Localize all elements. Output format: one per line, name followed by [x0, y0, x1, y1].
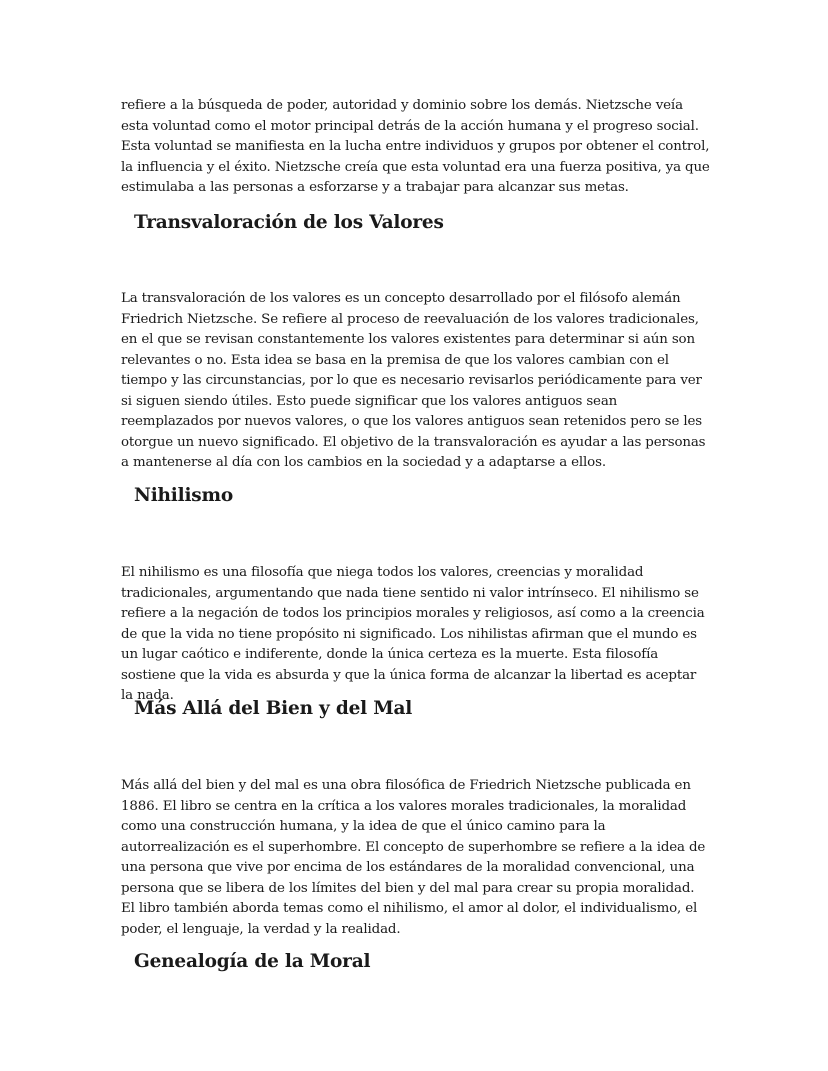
paragraph-mas-alla: Más allá del bien y del mal es una obra filosófica de Friedrich Nietzsche publicada en 1886. El libro se centra en la crítica a los valores morales tradicionales, la moralidad como una construcción humana, y la idea de que el único camino para la autorrealización es el superhombre. El concepto de superhombre se refiere a la idea de una persona que vive por encima de los estándares de la moralidad convencional, una persona que se libera de los límites del bien y del mal para crear su propia moralidad. El libro también aborda temas como el nihilismo, el amor al dolor, el individualismo, el poder, el lenguaje, la verdad y la realidad.	[121, 778, 706, 937]
paragraph-transvaloracion: La transvaloración de los valores es un concepto desarrollado por el filósofo alemán Friedrich Nietzsche. Se refiere al proceso de reevaluación de los valores tradicionales, en el que se revisan constantemente los valores existentes para determinar si aún son relevantes o no. Esta idea se basa en la premisa de que los valores cambian con el tiempo y las circunstancias, por lo que es necesario revisarlos periódicamente para ver si siguen siendo útiles. Esto puede significar que los valores antiguos sean reemplazados por nuevos valores, o que los valores antiguos sean retenidos pero se les otorgue un nuevo significado. El objetivo de la transvaloración es ayudar a las personas a mantenerse al día con los cambios en la sociedad y a adaptarse a ellos.	[121, 291, 706, 470]
paragraph-nihilismo: El nihilismo es una filosofía que niega todos los valores, creencias y moralidad tradicionales, argumentando que nada tiene sentido ni valor intrínseco. El nihilismo se refiere a la negación de todos los principios morales y religiosos, así como a la creencia de que la vida no tiene propósito ni significado. Los nihilistas afirman que el mundo es un lugar caótico e indiferente, donde la única certeza es la muerte. Esta filosofía sostiene que la vida es absurda y que la única forma de alcanzar la libertad es aceptar la nada.	[121, 565, 705, 703]
heading-transvaloracion: Transvaloración de los Valores	[134, 212, 444, 233]
heading-nihilismo: Nihilismo	[134, 485, 234, 506]
intro-paragraph: refiere a la búsqueda de poder, autoridad y dominio sobre los demás. Nietzsche veía esta voluntad como el motor principal detrás de la acción humana y el progreso social. Esta voluntad se manifiesta en la lucha entre individuos y grupos por obtener el control, la influencia y el éxito. Nietzsche creía que esta voluntad era una fuerza positiva, ya que estimulaba a las personas a esforzarse y a trabajar para alcanzar sus metas.	[121, 98, 710, 195]
heading-genealogia: Genealogía de la Moral	[134, 951, 371, 972]
heading-mas-alla: Más Allá del Bien y del Mal	[134, 698, 413, 719]
